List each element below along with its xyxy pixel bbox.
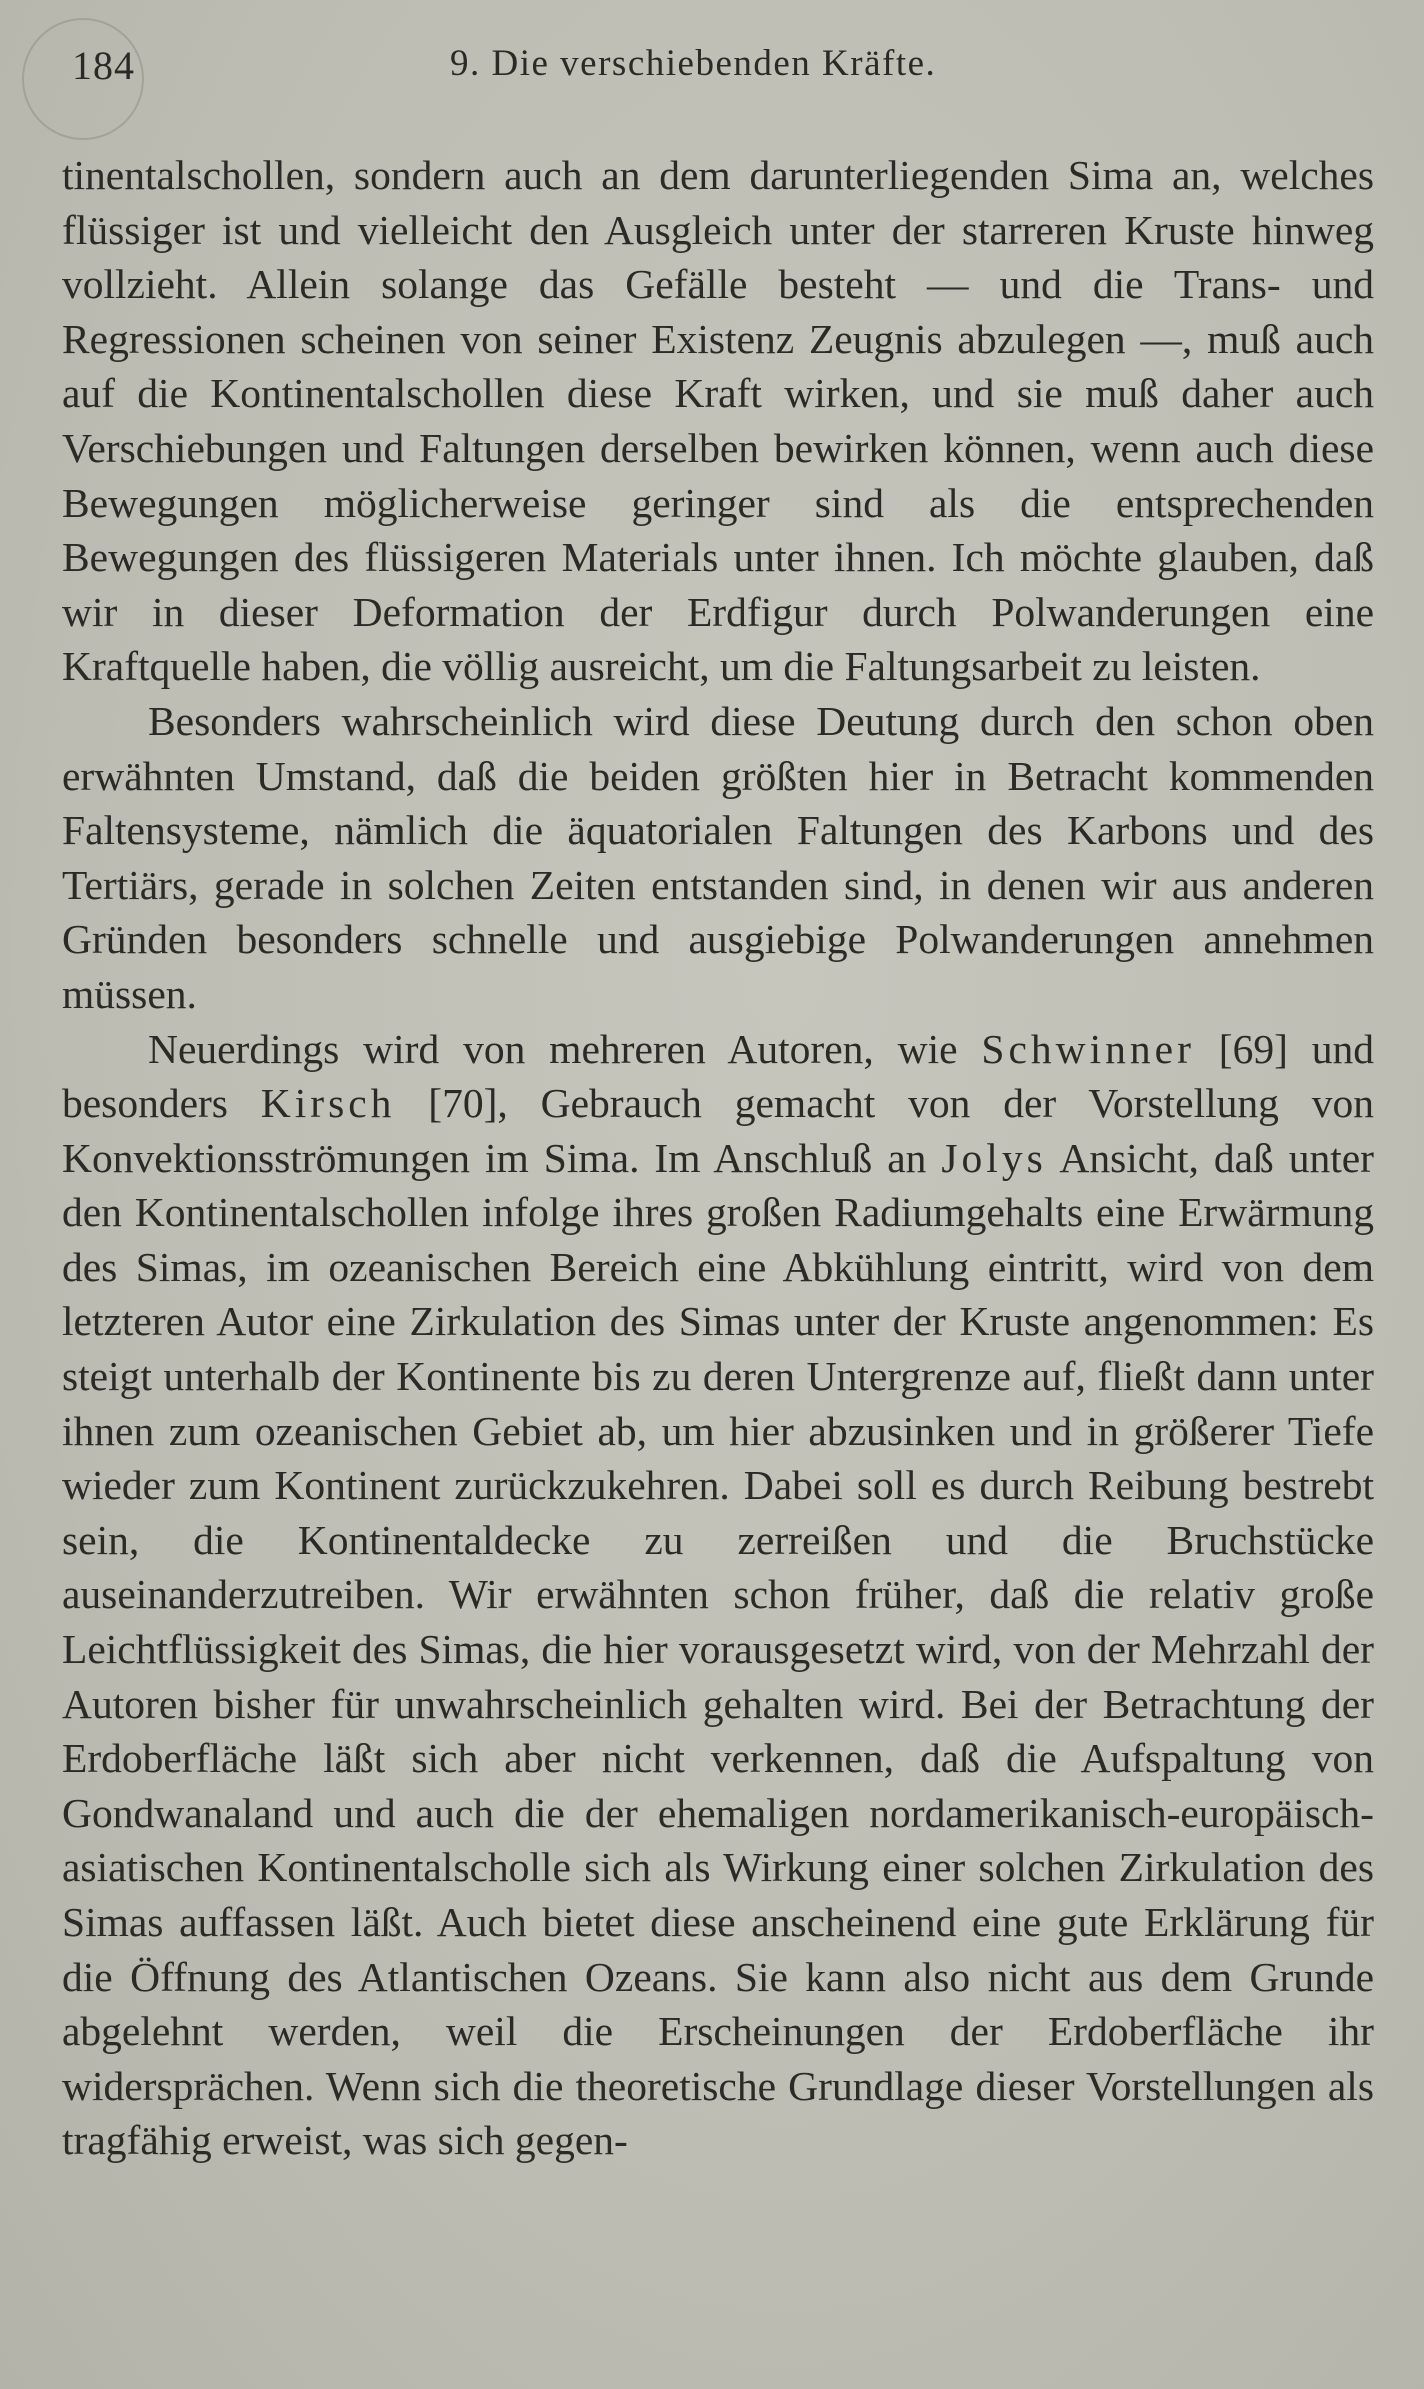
author-name-jolys: Jolys [941, 1134, 1047, 1181]
paragraph: Besonders wahrscheinlich wird diese Deutung durch den schon oben erwähnten Umstand, daß die beiden größten hier in Betracht kommenden Faltensysteme, nämlich die äquatorialen Faltungen des Karbons und des Tertiärs, gerade in solchen Zeiten entstanden sind, in denen wir aus anderen Gründen besonders schnelle und ausgiebige Polwanderungen annehmen müssen. [62, 697, 1374, 1017]
author-name-schwinner: Schwinner [981, 1025, 1195, 1072]
paragraph-text: Neuerdings wird von mehreren Autoren, wie [148, 1025, 982, 1072]
paragraph [62, 1022, 1374, 2168]
page-number: 184 [72, 43, 135, 88]
body-text [62, 148, 1374, 2168]
author-name-kirsch: Kirsch [260, 1080, 396, 1127]
running-head: 9. Die verschiebenden Kräfte. [450, 43, 937, 84]
paragraph: tinentalschollen, sondern auch an dem darunterliegenden Sima an, welches flüssiger ist und vielleicht den Ausgleich unter der starreren Kruste hinweg vollzieht. Allein solange das Gefälle besteht — und die Trans- und Regressionen scheinen von seiner Existenz Zeugnis abzulegen —, muß auch auf die Kontinentalschollen diese Kraft wirken, und sie muß daher auch Verschiebungen und Faltungen derselben bewirken können, wenn auch diese Bewegungen möglicherweise geringer sind als die entsprechenden Bewegungen des flüssigeren Materials unter ihnen. Ich möchte glauben, daß wir in dieser Deformation der Erdfigur durch Polwanderungen eine Kraftquelle haben, die völlig ausreicht, um die Faltungsarbeit zu leisten. [62, 152, 1374, 690]
paragraph-text: [70], Gebrauch gemacht von der Vorstellung von Konvektionsströmungen im Sima. Im Anschluß an [62, 1080, 1374, 1181]
paragraph-text: Ansicht, daß unter den Kontinentalschollen infolge ihres großen Radiumgehalts eine Erwärmung des Simas, im ozeanischen Bereich eine Abkühlung eintritt, wird von dem letzteren Autor eine Zirkulation des Simas unter der Kruste angenommen: Es steigt unterhalb der Kontinente bis zu deren Untergrenze auf, fließt dann unter ihnen zum ozeanischen Gebiet ab, um hier abzusinken und in größerer Tiefe wieder zum Kontinent zurückzukehren. Dabei soll es durch Reibung bestrebt sein, die Kontinentaldecke zu zerreißen und die Bruchstücke auseinanderzutreiben. Wir erwähnten schon früher, daß die relativ große Leichtflüssigkeit des Simas, die hier vorausgesetzt wird, von der Mehrzahl der Autoren bisher für unwahrscheinlich gehalten wird. Bei der Betrachtung der Erdoberfläche läßt sich aber nicht verkennen, daß die Aufspaltung von Gondwanaland und auch die der ehemaligen nordamerikanisch-europäisch-asiatischen Kontinentalscholle sich als Wirkung einer solchen Zirkulation des Simas auffassen läßt. Auch bietet diese anscheinend eine gute Erklärung für die Öffnung des Atlantischen Ozeans. Sie kann also nicht aus dem Grunde abgelehnt werden, weil die Erscheinungen der Erdoberfläche ihr widersprächen. Wenn sich die theoretische Grundlage dieser Vorstellungen als tragfähig erweist, was sich gegen- [62, 1134, 1374, 2164]
paragraph-text: [69] und besonders [62, 1025, 1374, 1127]
